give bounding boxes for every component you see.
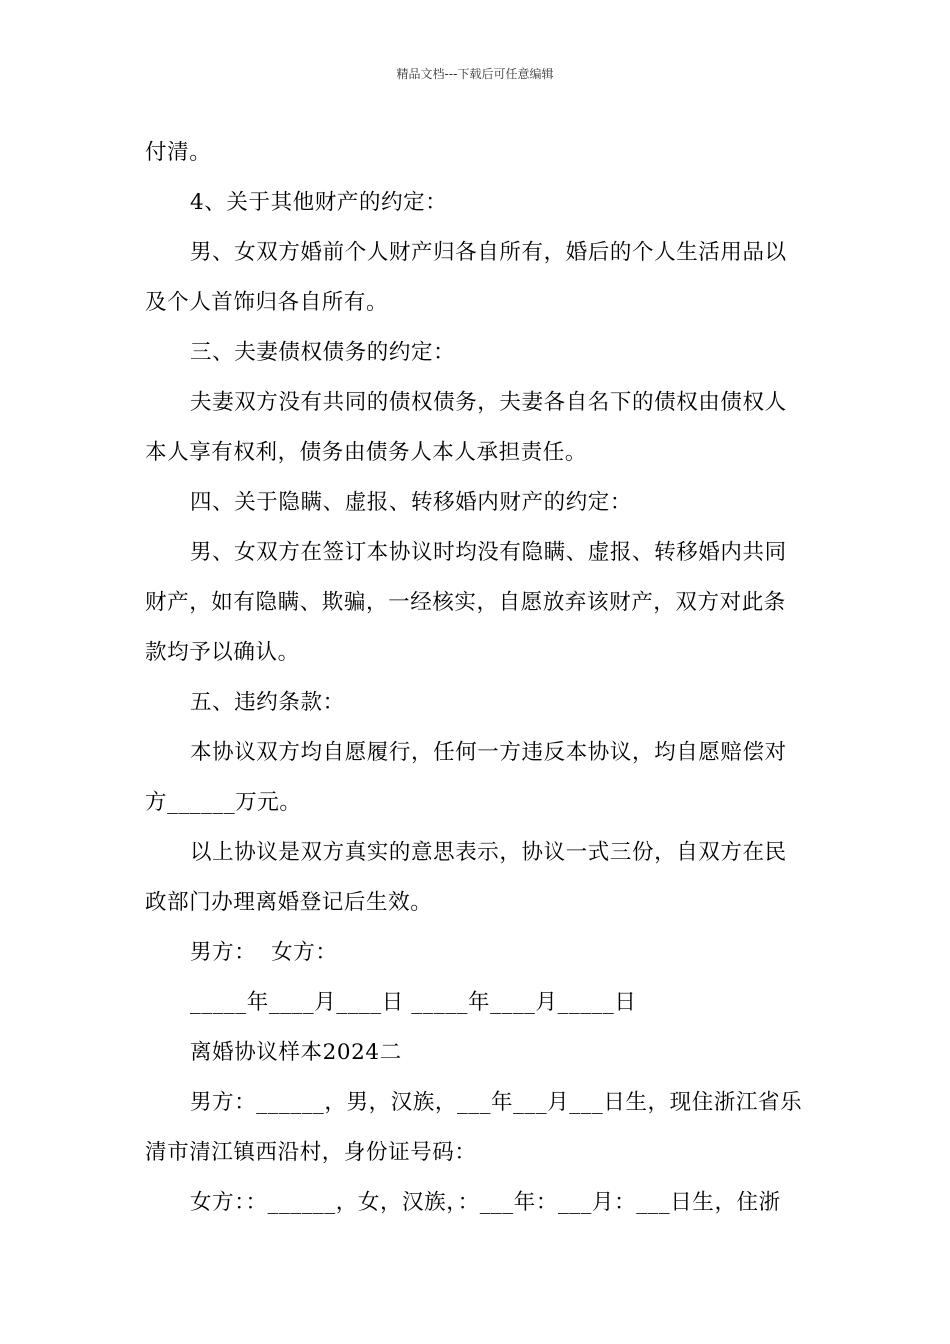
body-line: 男、女双方在签订本协议时均没有隐瞒、虚报、转移婚内共同 xyxy=(190,540,787,565)
section-heading: 三、夫妻债权债务的约定： xyxy=(190,340,456,365)
document-body xyxy=(145,128,808,1228)
body-line: 本人享有权利，债务由债务人本人承担责任。 xyxy=(145,440,588,465)
date-line: _____年____月____日 _____年____月_____日 xyxy=(190,990,637,1015)
body-line: 本协议双方均自愿履行，任何一方违反本协议，均自愿赔偿对 xyxy=(190,740,787,765)
body-line: 男、女双方婚前个人财产归各自所有，婚后的个人生活用品以 xyxy=(190,240,787,265)
body-line: 以上协议是双方真实的意思表示，协议一式三份，自双方在民 xyxy=(190,840,787,865)
body-line: 男方：______，男，汉族，___年___月___日生，现住浙江省乐 xyxy=(190,1090,803,1115)
section-heading: 4、关于其他财产的约定： xyxy=(190,190,448,215)
document-subtitle: 离婚协议样本2024二 xyxy=(190,1040,402,1065)
section-heading: 五、违约条款： xyxy=(190,690,345,715)
page-header: 精品文档---下载后可任意编辑 xyxy=(396,67,554,81)
body-line: 政部门办理离婚登记后生效。 xyxy=(145,890,433,915)
body-line: 付清。 xyxy=(145,140,212,165)
section-heading: 四、关于隐瞒、虚报、转移婚内财产的约定： xyxy=(190,490,633,515)
body-line: 及个人首饰归各自所有。 xyxy=(145,290,389,315)
body-line: 财产，如有隐瞒、欺骗，一经核实，自愿放弃该财产，双方对此条 xyxy=(145,590,786,615)
signature-line: 男方： 女方： xyxy=(190,940,338,965)
body-line: 夫妻双方没有共同的债权债务，夫妻各自名下的债权由债权人 xyxy=(190,390,787,415)
body-line: 清市清江镇西沿村，身份证号码： xyxy=(145,1140,477,1165)
body-line: 款均予以确认。 xyxy=(145,640,300,665)
body-line: 方______万元。 xyxy=(145,790,302,815)
body-line: 女方：：______，女，汉族，：___年：___月：___日生，住浙 xyxy=(190,1190,781,1215)
